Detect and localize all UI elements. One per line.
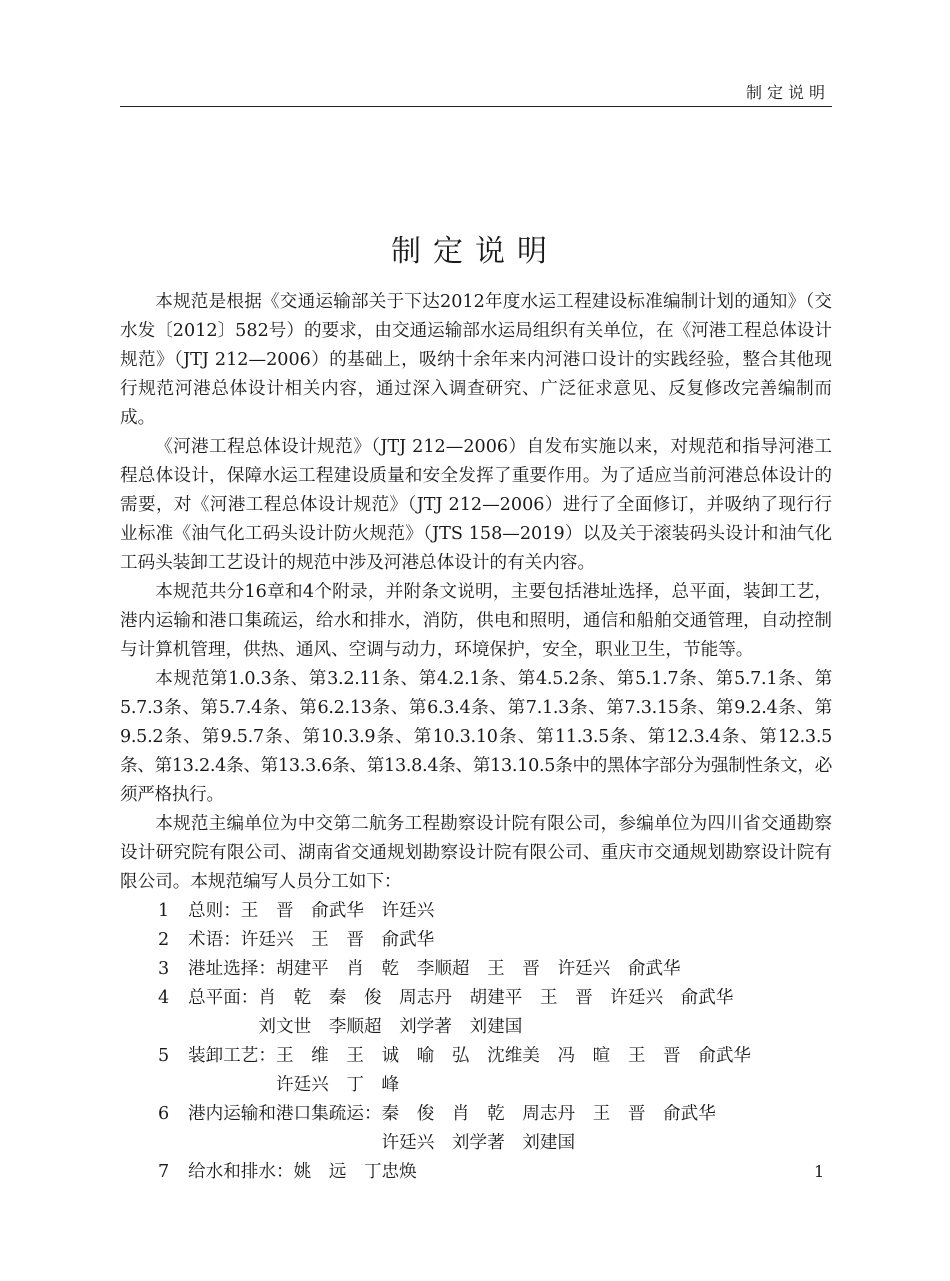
staff-item [120,926,832,955]
paragraph-contents: 本规范共分16章和4个附录，并附条文说明，主要包括港址选择，总平面，装卸工艺，港内运输和港口集疏运，给水和排水，消防，供电和照明，通信和船舶交通管理，自动控制与计算机管理，供热、通风、空调与动力，环境保护，安全，职业卫生，节能等。 [120,582,832,660]
staff-item-number: 4 [158,988,170,1008]
staff-item [120,1158,832,1187]
staff-item-line: 术语：许廷兴 王 晋 俞武华 [188,930,435,950]
staff-item-number: 1 [158,901,170,921]
staff-item-line-continued: 刘文世 李顺超 刘学著 刘建国 [188,1017,523,1037]
staff-item-line: 港内运输和港口集疏运：秦 俊 肖 乾 周志丹 王 晋 俞武华 [188,1104,716,1124]
paragraph-mandatory-clauses: 本规范第1.0.3条、第3.2.11条、第4.2.1条、第4.5.2条、第5.1.7条、第5.7.1条、第5.7.3条、第5.7.4条、第6.2.13条、第6.3.4条、第7.1.3条、第7.3.15条、第9.2.4条、第9.5.2条、第9.5.7条、第10.3.9条、第10.3.10条、第11.3.5条、第12.3.4条、第12.3.5条、第13.2.4条、第13.3.6条、第13.8.4条、第13.10.5条中的黑体字部分为强制性条文，必须严格执行。 [120,669,832,805]
running-header: 制定说明 [745,83,830,102]
header-rule [120,106,832,107]
staff-item-number: 7 [158,1162,170,1182]
staff-item [120,984,832,1042]
staff-item-line: 总则：王 晋 俞武华 许廷兴 [188,901,435,921]
staff-item-line: 给水和排水：姚 远 丁忠焕 [188,1162,417,1182]
page-title: 制定说明 [391,234,559,269]
staff-item [120,1042,832,1100]
staff-item-line: 装卸工艺：王 维 王 诚 喻 弘 沈维美 冯 暄 王 晋 俞武华 [188,1046,752,1066]
body-text [120,288,832,1187]
staff-list [120,897,832,1187]
staff-item-number: 3 [158,959,170,979]
paragraph-revision: 《河港工程总体设计规范》（JTJ 212—2006）自发布实施以来，对规范和指导河港工程总体设计，保障水运工程建设质量和安全发挥了重要作用。为了适应当前河港总体设计的需要，对《河港工程总体设计规范》（JTJ 212—2006）进行了全面修订，并吸纳了现行行业标准《油气化工码头设计防火规范》（JTS 158—2019）以及关于滚装码头设计和油气化工码头装卸工艺设计的规范中涉及河港总体设计的有关内容。 [120,437,832,573]
staff-item-number: 5 [158,1046,170,1066]
staff-item-number: 2 [158,930,170,950]
staff-item-line-continued: 许廷兴 丁 峰 [188,1075,400,1095]
staff-item [120,897,832,926]
staff-item [120,955,832,984]
staff-item-number: 6 [158,1104,170,1124]
staff-item [120,1100,832,1158]
staff-item-line-continued: 许廷兴 刘学著 刘建国 [188,1133,576,1153]
paragraph-basis: 本规范是根据《交通运输部关于下达2012年度水运工程建设标准编制计划的通知》（交水发〔2012〕582号）的要求，由交通运输部水运局组织有关单位，在《河港工程总体设计规范》（JTJ 212—2006）的基础上，吸纳十余年来内河港口设计的实践经验，整合其他现行规范河港总体设计相关内容，通过深入调查研究、广泛征求意见、反复修改完善编制而成。 [120,292,832,428]
staff-item-line: 总平面：肖 乾 秦 俊 周志丹 胡建平 王 晋 许廷兴 俞武华 [188,988,734,1008]
staff-item-line: 港址选择：胡建平 肖 乾 李顺超 王 晋 许廷兴 俞武华 [188,959,681,979]
page-number: 1 [814,1162,825,1181]
paragraph-organizations: 本规范主编单位为中交第二航务工程勘察设计院有限公司，参编单位为四川省交通勘察设计研究院有限公司、湖南省交通规划勘察设计院有限公司、重庆市交通规划勘察设计院有限公司。本规范编写人员分工如下： [120,814,832,892]
